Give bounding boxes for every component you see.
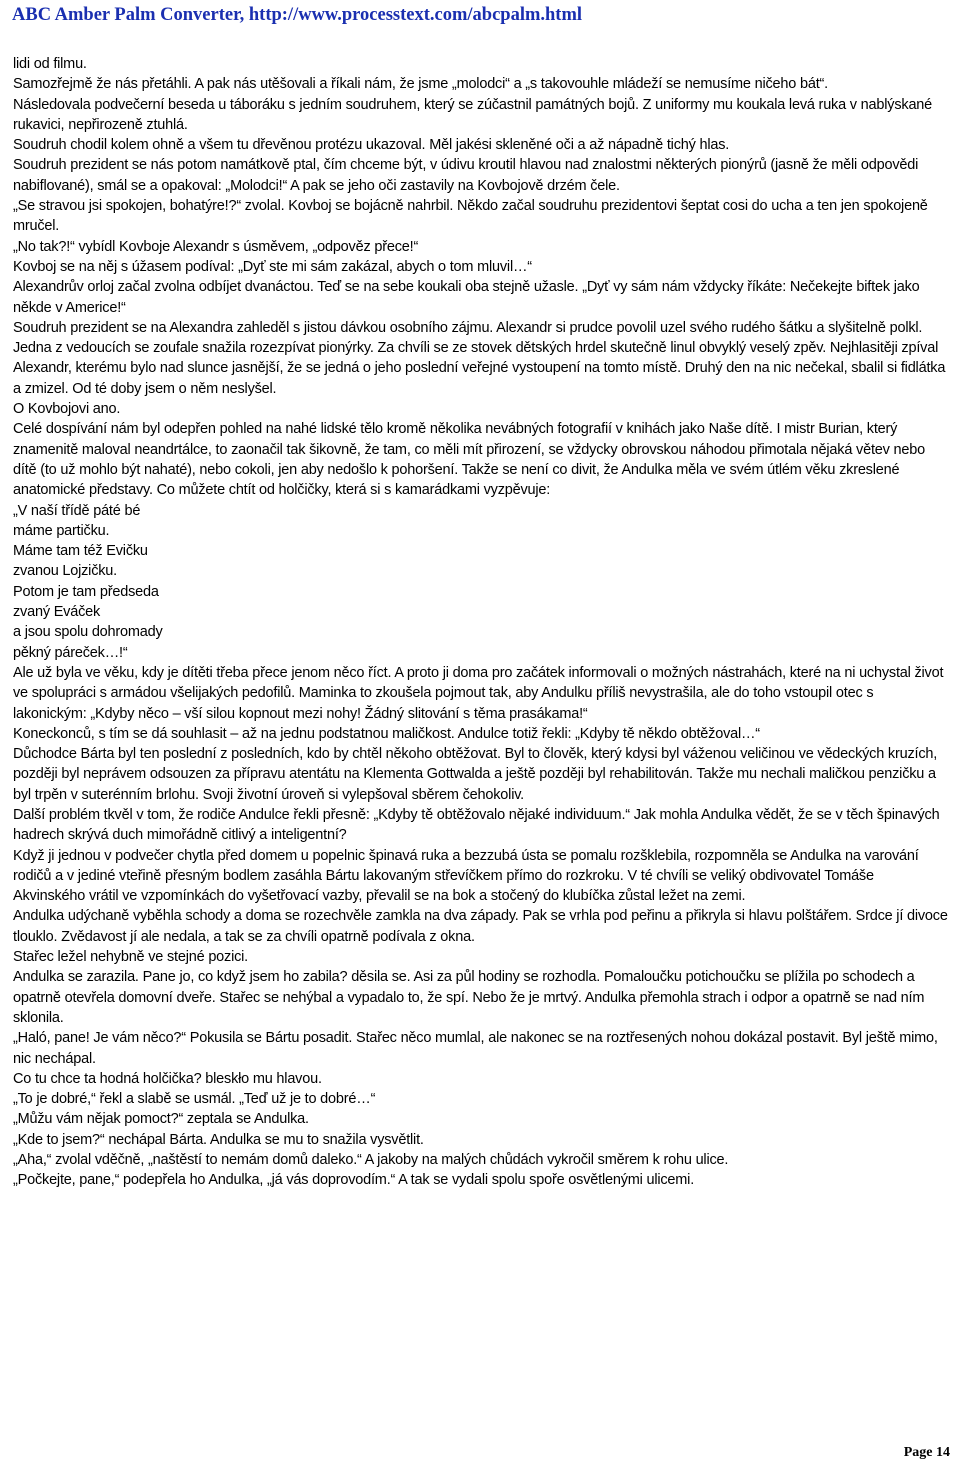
paragraph: Když ji jednou v podvečer chytla před domem u popelnic špinavá ruka a bezzubá ústa se pomalu rozšklebila, rozpomněla se Andulka na varování rodičů a v jediné vteřině přesným bodlem zasáhla Bártu lakovaným střevíčkem přímo do rozkroku. V té chvíli se veliký obdivovatel Tomáše Akvinského vrátil ve vzpomínkách do vyšetřovací vazby, převalil se na bok a stočený do klubíčka zůstal ležet na zemi. bbox=[13, 847, 919, 905]
paragraph: Soudruh prezident se na Alexandra zahleděl s jistou dávkou osobního zájmu. Alexandr si prudce povolil uzel svého rudého šátku a slyšitelně polkl. Jedna z vedoucích se zoufale snažila rozezpívat pionýrky. Za chvíli se ze stovek dětských hrdel skutečně linul obvyklý veselý zpěv. Nejhlasitěji zpíval Alexandr, kterému bylo nad slunce jasnější, že se jedná o jeho poslední veřejné vystoupení na tomto místě. Druhý den na nic nečekal, sbalil si fidlátka a zmizel. Od té doby jsem o něm neslyšel. bbox=[13, 319, 946, 397]
paragraph: „Aha,“ zvolal vděčně, „naštěstí to nemám domů daleko.“ A jakoby na malých chůdách vykročil směrem k rohu ulice. bbox=[13, 1152, 729, 1169]
paragraph: „Můžu vám nějak pomoct?“ zeptala se Andulka. bbox=[13, 1111, 309, 1128]
paragraph: Andulka udýchaně vyběhla schody a doma se rozechvěle zamkla na dva západy. Pak se vrhla pod peřinu a přikryla si hlavu polštářem. Srdce jí divoce tlouklo. Zvědavost jí ale nedala, a tak se za chvíli opatrně podívala z okna. bbox=[13, 908, 948, 945]
paragraph: Další problém tkvěl v tom, že rodiče Andulce řekli přesně: „Kdyby tě obtěžovalo nějaké individuum.“ Jak mohla Andulka vědět, že se v těch špinavých hadrech skrývá duch mimořádně citlivý a inteligentní? bbox=[13, 806, 940, 844]
paragraph: O Kovbojovi ano. bbox=[13, 401, 121, 418]
poem-line: a jsou spolu dohromady bbox=[13, 624, 163, 641]
paragraph: Koneckonců, s tím se dá souhlasit – až na jednu podstatnou maličkost. Andulce totiž řekli: „Kdyby tě někdo obtěžoval…“ bbox=[13, 725, 760, 742]
paragraph: „To je dobré,“ řekl a slabě se usmál. „Teď už je to dobré…“ bbox=[13, 1091, 376, 1108]
poem-line: máme partičku. bbox=[13, 522, 110, 539]
paragraph: Samozřejmě že nás přetáhli. A pak nás utěšovali a říkali nám, že jsme „molodci“ a „s takovouhle mládeží se nemusíme ničeho bát“. bbox=[13, 76, 828, 93]
paragraph: Celé dospívání nám byl odepřen pohled na nahé lidské tělo kromě několika nevábných fotografií v knihách jako Naše dítě. I mistr Burian, který znamenitě maloval neandrtálce, to zaonačil tak šikovně, že tam, co měli mít přirození, se vždycky obrovskou náhodou přimotala nějaká větev nebo dítě (to už mohlo být nahaté), nebo cokoli, jen aby nedošlo k pohoršení. Takže se není co divit, že Andulka měla ve svém útlém věku zkreslené anatomické představy. Co můžete chtít od holčičky, která si s kamarádkami vyzpěvuje: bbox=[13, 421, 925, 499]
paragraph: Soudruh chodil kolem ohně a všem tu dřevěnou protézu ukazoval. Měl jakési skleněné oči a až nápadně tichý hlas. bbox=[13, 137, 730, 154]
poem-line: Máme tam též Evičku bbox=[13, 543, 148, 560]
paragraph: Co tu chce ta hodná holčička? bleskło mu hlavou. bbox=[13, 1070, 322, 1087]
poem-line: pěkný páreček…!“ bbox=[13, 644, 128, 661]
paragraph: „Kde to jsem?“ nechápal Bárta. Andulka se mu to snažila vysvětlit. bbox=[13, 1131, 424, 1148]
paragraph: „No tak?!“ vybídl Kovboje Alexandr s úsměvem, „odpověz přece!“ bbox=[13, 238, 419, 255]
poem-line: zvaný Eváček bbox=[13, 604, 101, 621]
paragraph: lidi od filmu. bbox=[13, 56, 87, 72]
paragraph: Andulka se zarazila. Pane jo, co když jsem ho zabila? děsila se. Asi za půl hodiny se rozhodla. Pomaloučku potichoučku se plížila po schodech a opatrně otevřela domovní dveře. Stařec se nehýbal a vypadalo to, že spí. Nebo že je mrtvý. Andulka přemohla strach i odpor a opatrně se nad ním sklonila. bbox=[13, 969, 925, 1026]
paragraph: Ale už byla ve věku, kdy je dítěti třeba přece jenom něco říct. A proto ji doma pro začátek informovali o možných nástrahách, které na ni uchystal život ve spolupráci s armádou všelijakých pedofilů. Maminka to zkoušela pojmout tak, aby Andulku příliš nevystrašila, ale do toho vstoupil otec s lakonickým: „Kdyby něco – vší silou kopnout mezi nohy! Žádný slitování s těma prasákama!“ bbox=[13, 664, 944, 722]
paragraph: Soudruh prezident se nás potom namátkově ptal, čím chceme být, v údivu kroutil hlavou nad znalostmi některých pionýrů (jasně že měli odpovědi nabiflované), smál se a opakoval: „Molodci!“ A pak se jeho oči zastavily na Kovbojově drzém čele. bbox=[13, 157, 919, 194]
poem-line: zvanou Lojzičku. bbox=[13, 563, 117, 580]
poem-line: Potom je tam předseda bbox=[13, 583, 159, 600]
document-body bbox=[13, 54, 949, 1191]
paragraph: Následovala podvečerní beseda u táboráku s jedním soudruhem, který se zúčastnil památných bojů. Z uniformy mu koukala levá ruka v nablýskané rukavici, nepřirozeně ztuhlá. bbox=[13, 96, 933, 133]
paragraph: „Haló, pane! Je vám něco?“ Pokusila se Bártu posadit. Stařec něco mumlal, ale nakonec se na roztřesených nohou dokázal postavit. Byl ještě mimo, nic nechápal. bbox=[13, 1030, 938, 1067]
paragraph: „Počkejte, pane,“ podepřela ho Andulka, „já vás doprovodím.“ A tak se vydali spolu spoře osvětlenými ulicemi. bbox=[13, 1172, 695, 1189]
paragraph: Kovboj se na něj s úžasem podíval: „Dyť ste mi sám zakázal, abych o tom mluvil…“ bbox=[13, 258, 532, 275]
paragraph: Důchodce Bárta byl ten poslední z posledních, kdo by chtěl někoho obtěžovat. Byl to člověk, který kdysi byl váženou veličinou ve vědeckých kruzích, později byl neprávem odsouzen za přípravu atentátu na Klementa Gottwalda a ještě později byl rehabilitován. Takže mu nechali maličkou penzičku a byl trpěn v suterénním brlohu. Svoji životní úroveň si vylepšoval sběrem čehokoliv. bbox=[13, 746, 938, 803]
paragraph: Alexandrův orloj začal zvolna odbíjet dvanáctou. Teď se na sebe koukali oba stejně užasle. „Dyť vy sám nám vždycky říkáte: Nečekejte biftek jako někde v Americe!“ bbox=[13, 279, 920, 316]
page-number: Page 14 bbox=[903, 1445, 950, 1460]
converter-header-title: ABC Amber Palm Converter, http://www.processtext.com/abcpalm.html bbox=[12, 5, 583, 25]
paragraph: Stařec ležel nehybně ve stejné pozici. bbox=[13, 949, 249, 966]
paragraph: „Se stravou jsi spokojen, bohatýre!?“ zvolal. Kovboj se bojácně nahrbil. Někdo začal soudruhu prezidentovi šeptat cosi do ucha a ten jen spokojeně mručel. bbox=[13, 198, 928, 235]
poem-line: „V naší třídě páté bé bbox=[13, 502, 141, 519]
